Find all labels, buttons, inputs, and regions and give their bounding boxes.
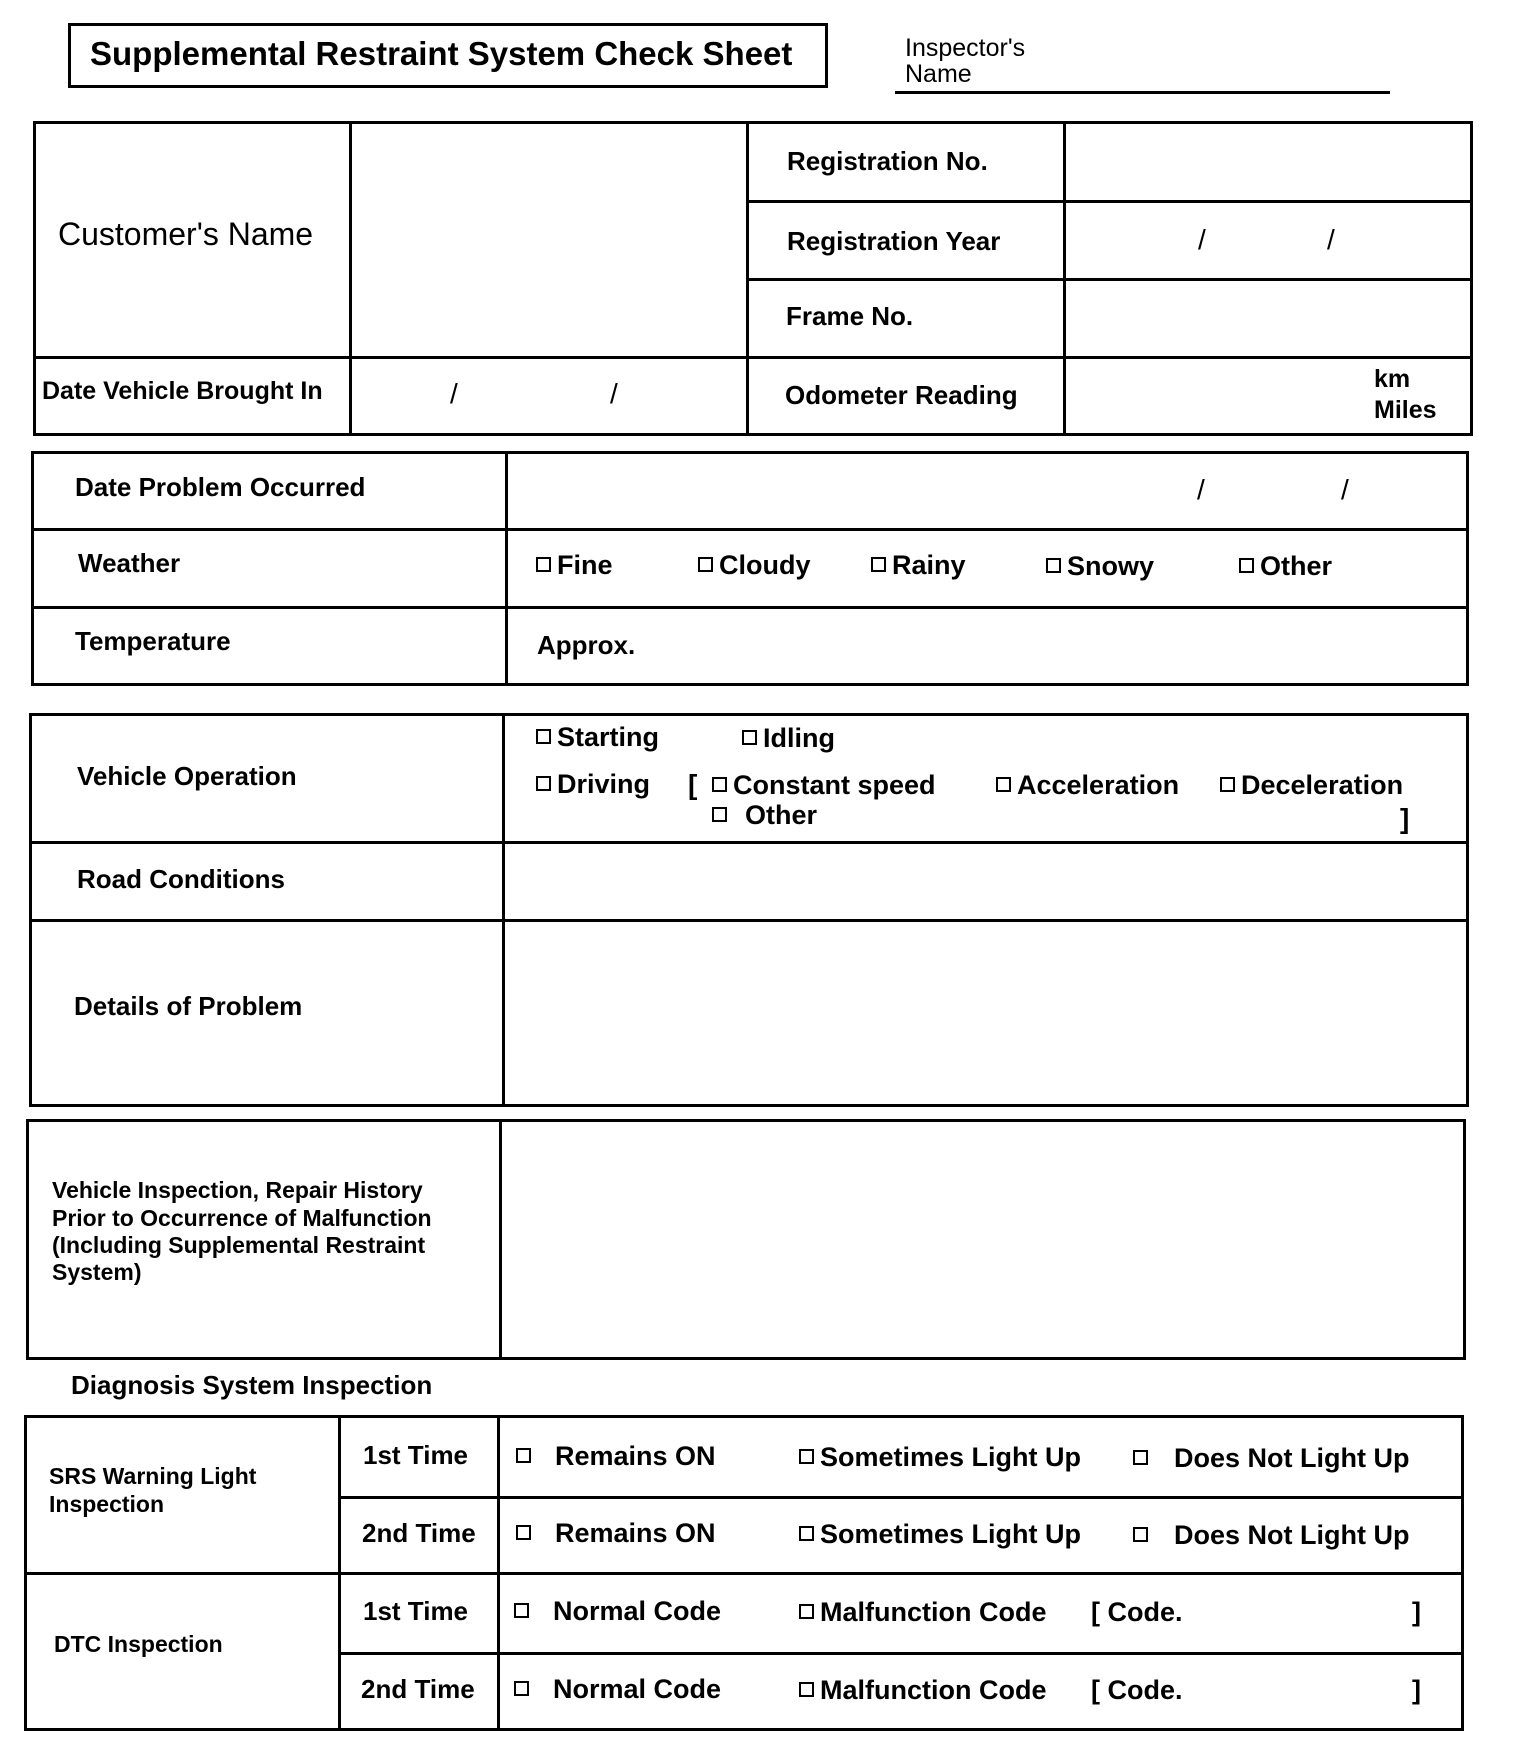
checkbox-icon[interactable] (799, 1604, 814, 1619)
date-brought-in-slash-1: / (450, 378, 458, 409)
road-conditions-label: Road Conditions (77, 864, 285, 894)
vehicle-operation-label: Vehicle Operation (77, 761, 297, 791)
inspector-label-line2: Name (905, 60, 972, 88)
dtc-2-normal-code[interactable]: Normal Code (514, 1674, 721, 1705)
date-brought-in-slash-2: / (610, 378, 618, 409)
dtc-2-code-close: ] (1412, 1675, 1421, 1705)
odometer-unit-km: km (1374, 365, 1411, 393)
dtc-1-code-field[interactable] (1200, 1594, 1390, 1628)
checkbox-icon[interactable] (799, 1449, 814, 1464)
operation-constant-speed[interactable]: Constant speed (712, 770, 936, 801)
operation-close-bracket: ] (1400, 803, 1410, 834)
weather-option-cloudy[interactable]: Cloudy (698, 550, 811, 581)
history-label-line3: (Including Supplemental Restraint (52, 1232, 426, 1258)
frame-no-field[interactable] (1066, 281, 1470, 355)
srs-1-sometimes-light-up[interactable]: Sometimes Light Up (799, 1442, 1081, 1473)
customer-name-field[interactable] (352, 124, 745, 354)
details-of-problem-label: Details of Problem (74, 991, 303, 1021)
checkbox-icon[interactable] (712, 807, 727, 822)
operation-starting[interactable]: Starting (536, 722, 659, 753)
operation-deceleration[interactable]: Deceleration (1220, 770, 1403, 801)
page-title: Supplemental Restraint System Check Sheet (90, 35, 793, 72)
weather-option-other[interactable]: Other (1239, 551, 1332, 582)
registration-no-field[interactable] (1066, 124, 1470, 199)
odometer-unit-miles: Miles (1374, 396, 1437, 424)
checkbox-icon[interactable] (698, 557, 713, 572)
dtc-label: DTC Inspection (54, 1631, 223, 1657)
date-problem-label: Date Problem Occurred (75, 472, 366, 502)
checkbox-icon[interactable] (536, 729, 551, 744)
dtc-2-code-field[interactable] (1200, 1672, 1390, 1706)
date-problem-slash-2: / (1341, 474, 1349, 505)
weather-option-rainy[interactable]: Rainy (871, 550, 966, 581)
road-conditions-field[interactable] (505, 844, 1467, 918)
checkbox-icon[interactable] (1220, 777, 1235, 792)
checkbox-icon[interactable] (514, 1681, 529, 1696)
registration-year-slash-2: / (1327, 224, 1335, 255)
registration-year-label: Registration Year (787, 226, 1001, 256)
checkbox-icon[interactable] (1133, 1450, 1148, 1465)
checkbox-icon[interactable] (996, 777, 1011, 792)
checkbox-icon[interactable] (871, 557, 886, 572)
srs-1-does-not-light-up[interactable]: Does Not Light Up (1133, 1443, 1409, 1474)
dtc-1-malfunction-code[interactable]: Malfunction Code (799, 1597, 1046, 1628)
weather-option-fine[interactable]: Fine (536, 550, 613, 581)
checkbox-icon[interactable] (712, 777, 727, 792)
checkbox-icon[interactable] (516, 1448, 531, 1463)
checkbox-icon[interactable] (514, 1603, 529, 1618)
checkbox-icon[interactable] (536, 776, 551, 791)
registration-no-label: Registration No. (787, 146, 988, 176)
history-label-line1: Vehicle Inspection, Repair History (52, 1177, 423, 1203)
temperature-label: Temperature (75, 626, 231, 656)
dtc-first-time-label: 1st Time (363, 1596, 469, 1626)
dtc-2-code-open: [ Code. (1091, 1675, 1183, 1705)
dtc-1-code-open: [ Code. (1091, 1597, 1183, 1627)
srs-first-time-label: 1st Time (363, 1440, 469, 1470)
diagnosis-heading: Diagnosis System Inspection (71, 1370, 433, 1400)
srs-2-does-not-light-up[interactable]: Does Not Light Up (1133, 1520, 1409, 1551)
operation-idling[interactable]: Idling (742, 723, 835, 754)
date-brought-in-label: Date Vehicle Brought In (42, 377, 323, 405)
checkbox-icon[interactable] (536, 557, 551, 572)
checkbox-icon[interactable] (742, 730, 757, 745)
inspector-label-line1: Inspector's (905, 34, 1026, 62)
operation-open-bracket: [ (688, 769, 698, 800)
srs-second-time-label: 2nd Time (362, 1518, 476, 1548)
checkbox-icon[interactable] (799, 1526, 814, 1541)
inspector-name-field[interactable] (895, 91, 1390, 94)
srs-label-line1: SRS Warning Light (49, 1463, 257, 1489)
temperature-approx: Approx. (537, 630, 636, 660)
dtc-2-malfunction-code[interactable]: Malfunction Code (799, 1675, 1046, 1706)
details-of-problem-field[interactable] (505, 922, 1467, 1105)
odometer-label: Odometer Reading (785, 380, 1018, 410)
operation-other[interactable]: Other (712, 800, 817, 831)
checkbox-icon[interactable] (516, 1525, 531, 1540)
history-field[interactable] (503, 1122, 1463, 1357)
date-problem-slash-1: / (1197, 474, 1205, 505)
checkbox-icon[interactable] (1046, 558, 1061, 573)
operation-acceleration[interactable]: Acceleration (996, 770, 1179, 801)
history-label-line2: Prior to Occurrence of Malfunction (52, 1205, 432, 1231)
dtc-1-normal-code[interactable]: Normal Code (514, 1596, 721, 1627)
weather-label: Weather (78, 548, 181, 578)
registration-year-slash-1: / (1198, 224, 1206, 255)
srs-2-remains-on[interactable]: Remains ON (516, 1518, 716, 1549)
checkbox-icon[interactable] (799, 1682, 814, 1697)
history-label-line4: System) (52, 1259, 142, 1285)
weather-option-snowy[interactable]: Snowy (1046, 551, 1154, 582)
dtc-second-time-label: 2nd Time (361, 1674, 475, 1704)
operation-driving[interactable]: Driving (536, 769, 650, 800)
srs-2-sometimes-light-up[interactable]: Sometimes Light Up (799, 1519, 1081, 1550)
checkbox-icon[interactable] (1133, 1527, 1148, 1542)
frame-no-label: Frame No. (786, 301, 914, 331)
dtc-1-code-close: ] (1412, 1597, 1421, 1627)
srs-1-remains-on[interactable]: Remains ON (516, 1441, 716, 1472)
srs-label-line2: Inspection (49, 1491, 165, 1517)
customer-name-label: Customer's Name (58, 216, 314, 252)
checkbox-icon[interactable] (1239, 558, 1254, 573)
